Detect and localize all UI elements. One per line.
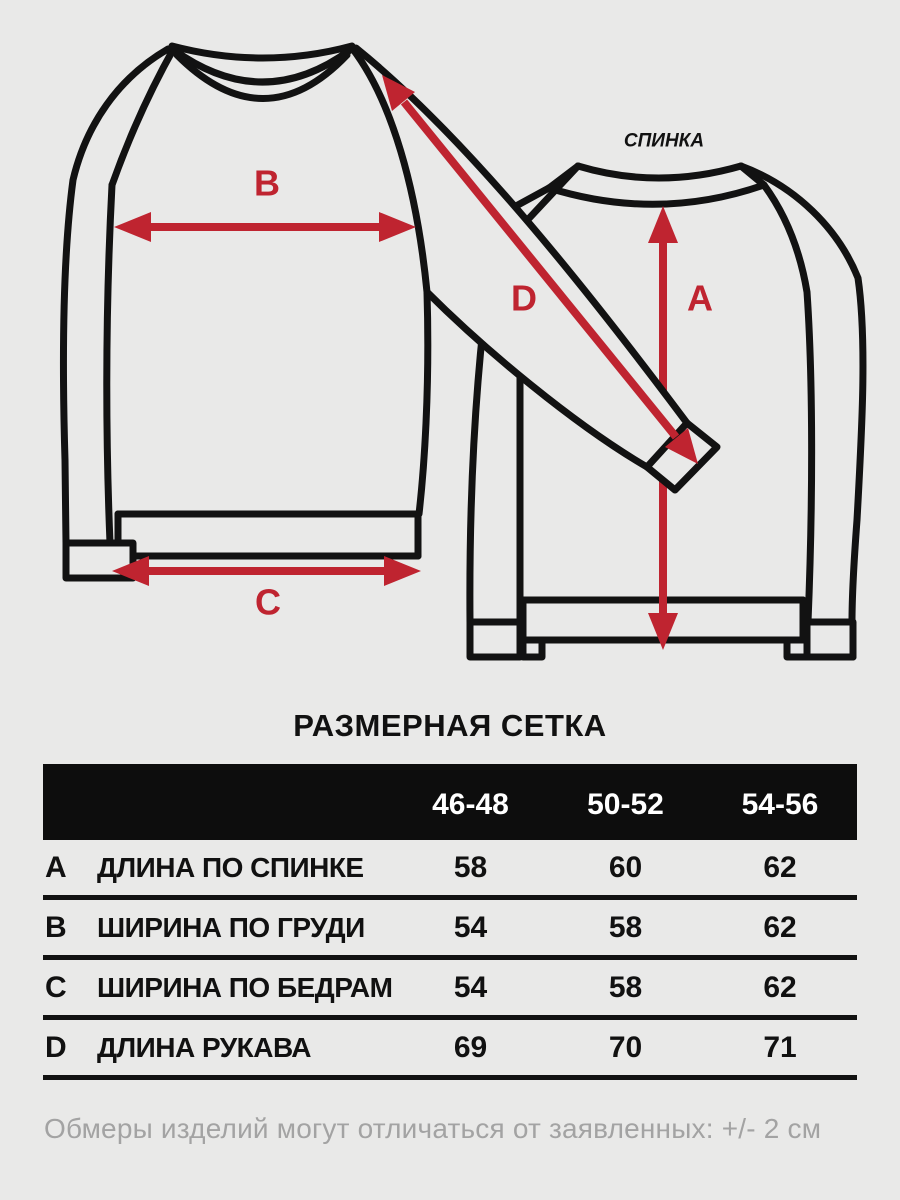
row-value: 58 [608, 910, 643, 944]
table-row [43, 840, 857, 895]
back-right-cuff [807, 622, 853, 657]
row-letter: A [45, 850, 67, 884]
table-row [43, 1020, 857, 1075]
row-label: ШИРИНА ПО ГРУДИ [97, 911, 365, 943]
row-value: 58 [608, 970, 643, 1004]
back-left-cuff [470, 622, 520, 657]
row-label: ШИРИНА ПО БЕДРАМ [97, 971, 393, 1003]
header-spacer [43, 799, 97, 805]
row-value: 70 [608, 1030, 643, 1064]
column-header: 46-48 [432, 788, 509, 821]
row-value: 71 [763, 1030, 797, 1064]
column-header: 50-52 [587, 788, 664, 821]
row-label: ДЛИНА РУКАВА [97, 1031, 312, 1063]
row-value: 62 [763, 850, 797, 884]
label-d: D [511, 277, 537, 319]
table-header [43, 764, 857, 840]
tolerance-note: Обмеры изделий могут отличаться от заявленных: +/- 2 см [44, 1113, 822, 1144]
table-row [43, 960, 857, 1015]
header-spacer [97, 799, 393, 805]
row-value: 54 [453, 910, 488, 944]
row-value: 58 [453, 850, 488, 884]
table-bottom-border [43, 1075, 857, 1080]
label-b: B [254, 162, 280, 204]
front-sweatshirt [64, 46, 717, 578]
page-title: РАЗМЕРНАЯ СЕТКА [293, 708, 607, 743]
row-value: 62 [763, 910, 797, 944]
row-letter: D [45, 1030, 67, 1064]
row-value: 60 [608, 850, 643, 884]
row-value: 62 [763, 970, 797, 1004]
column-header: 54-56 [741, 788, 819, 821]
size-table [43, 764, 857, 1080]
row-value: 54 [453, 970, 488, 1004]
label-c: C [255, 581, 281, 623]
back-view-label: СПИНКА [623, 130, 705, 152]
row-letter: B [45, 910, 67, 944]
row-value: 69 [453, 1030, 488, 1064]
row-label: ДЛИНА ПО СПИНКЕ [97, 851, 364, 883]
table-row [43, 900, 857, 955]
label-a: A [687, 277, 713, 319]
row-letter: C [45, 970, 67, 1004]
